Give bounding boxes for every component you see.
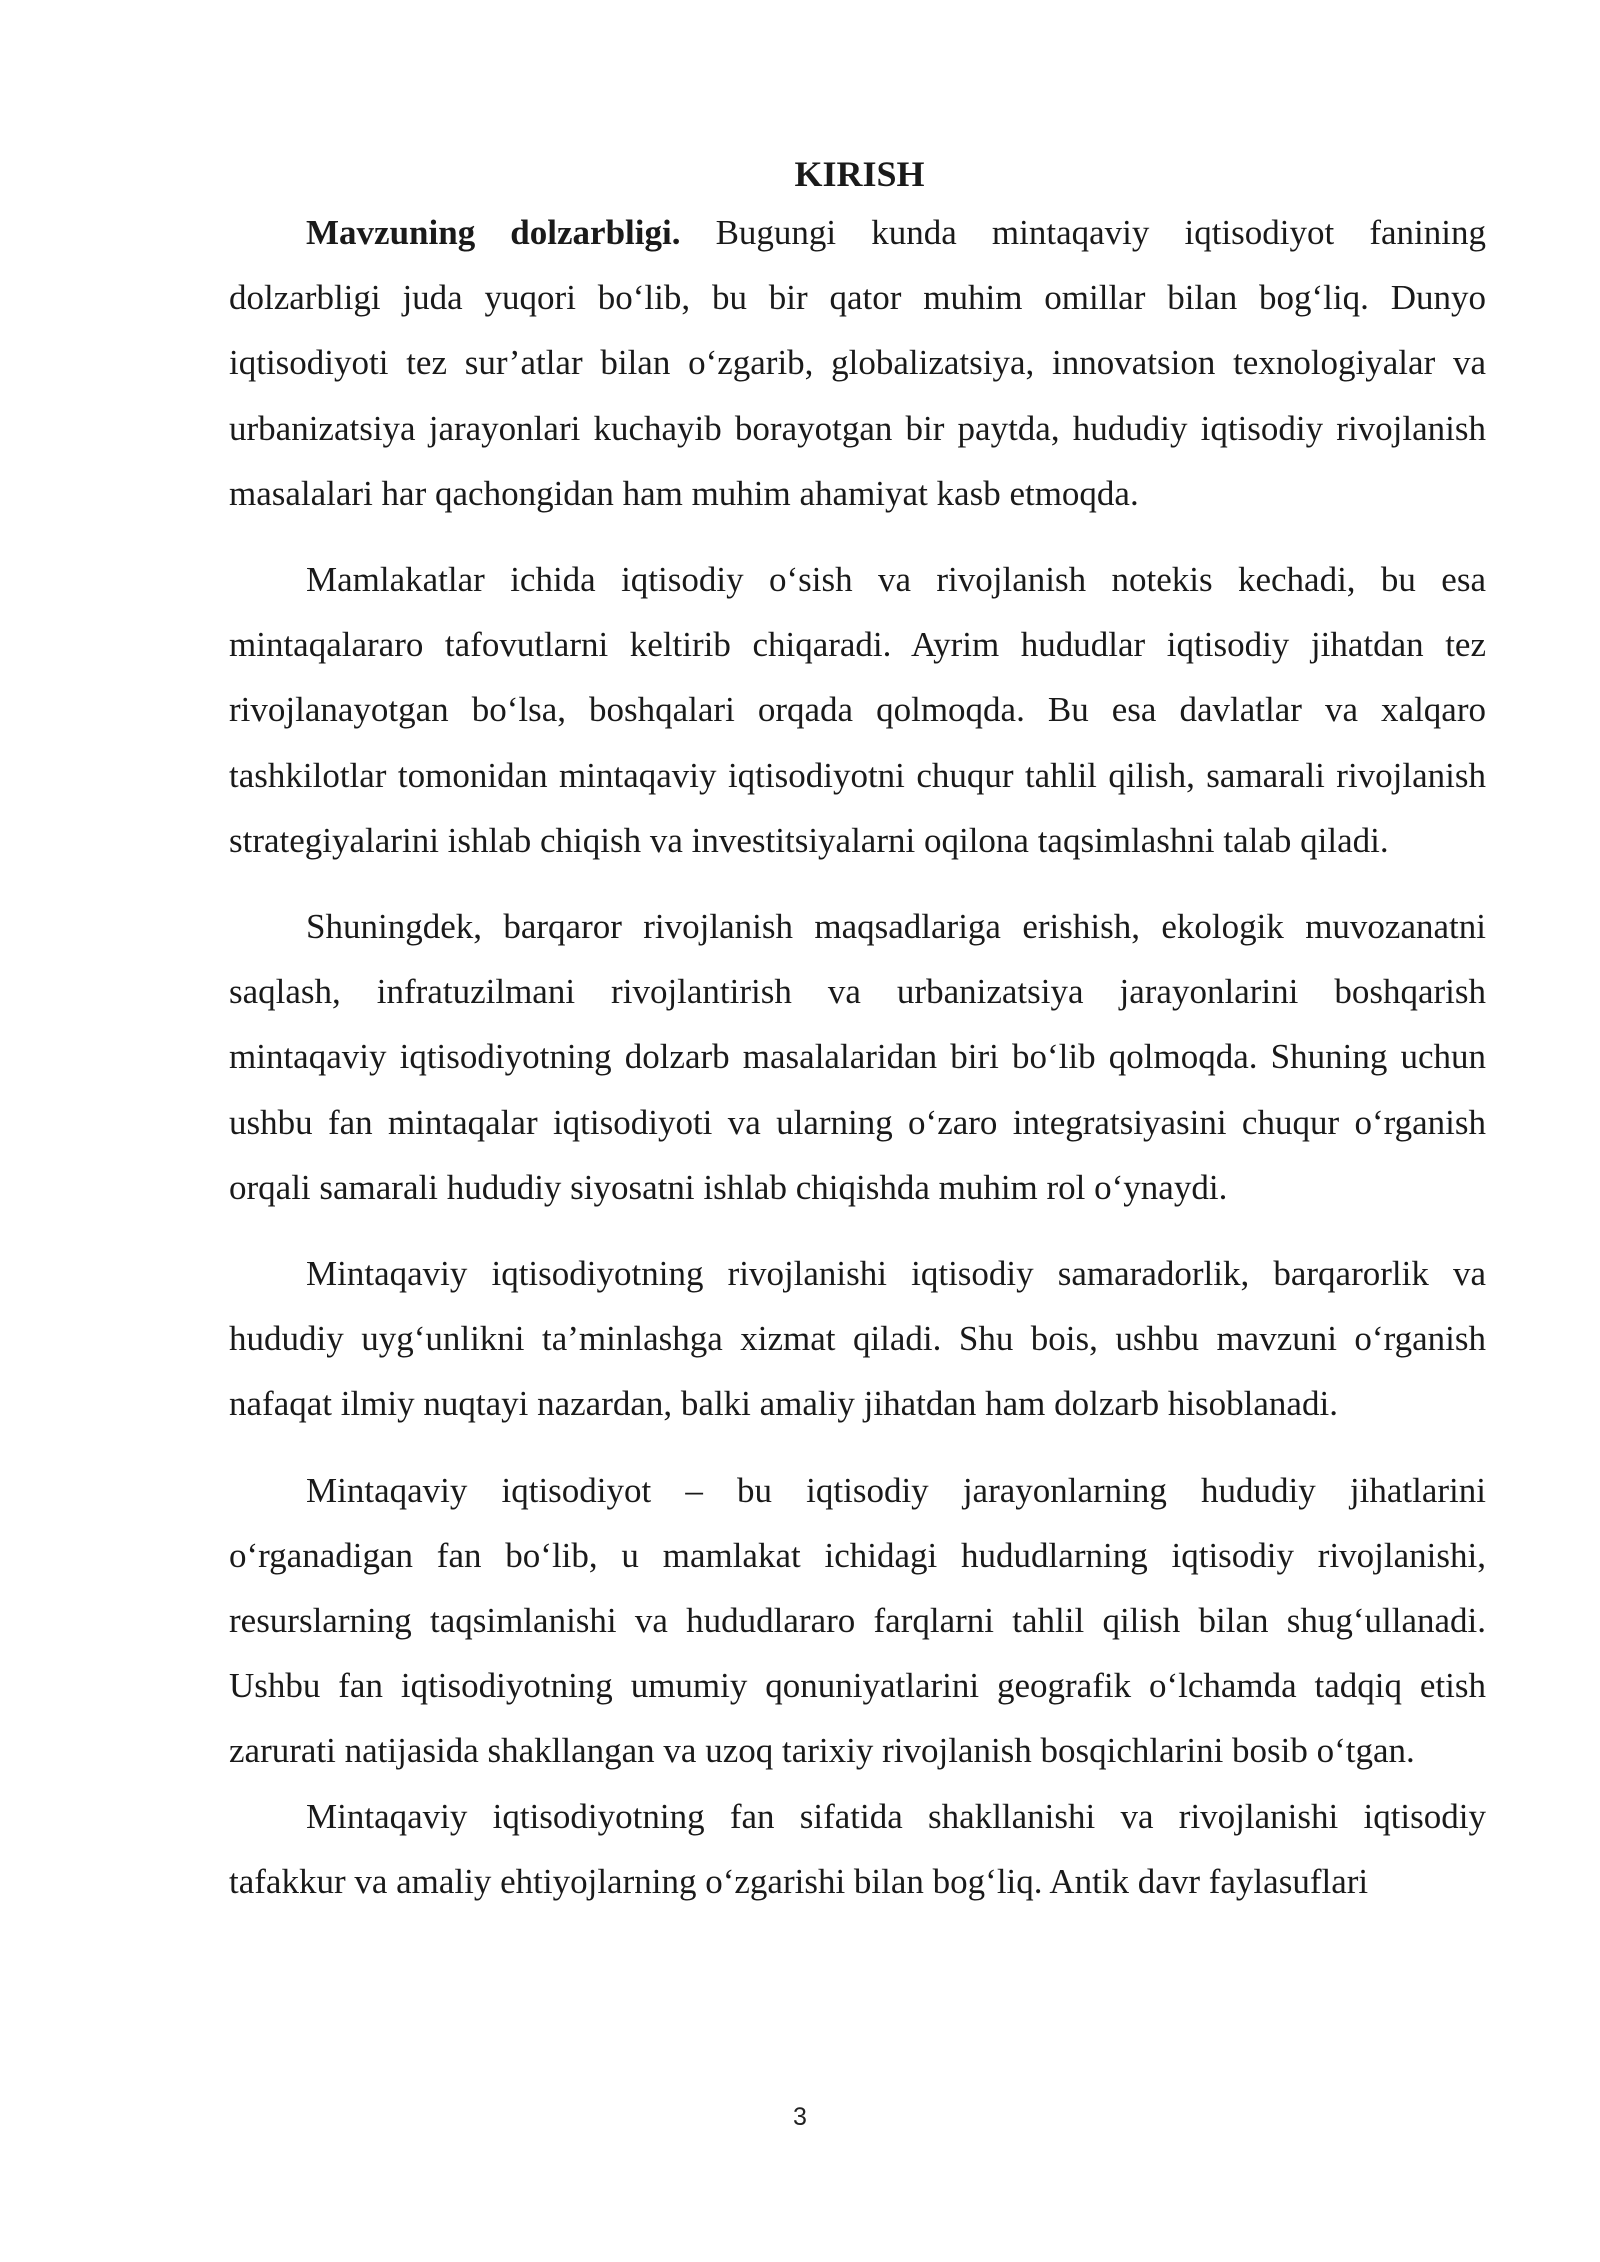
paragraph-1: Mamlakatlar ichida iqtisodiy o‘sish va rivojlanish notekis kechadi, bu esa mintaqalararo tafovutlarni keltirib chiqaradi. Ayrim hududlar iqtisodiy jihatdan tez rivojlanayotgan bo‘lsa, boshqalari orqada qolmoqda. Bu esa davlatlar va xalqaro tashkilotlar tomonidan mintaqaviy iqtisodiyotni chuqur tahlil qilish, samarali rivojlanish strategiyalarini ishlab chiqish va investitsiyalarni oqilona taqsimlashni talab qiladi.: [229, 560, 1486, 860]
intro-paragraph: [229, 200, 1486, 526]
paragraph-2: Shuningdek, barqaror rivojlanish maqsadlariga erishish, ekologik muvozanatni saqlash, infratuzilmani rivojlantirish va urbanizatsiya jarayonlarini boshqarish mintaqaviy iqtisodiyotning dolzarb masalalaridan biri bo‘lib qolmoqda. Shuning uchun ushbu fan mintaqalar iqtisodiyoti va ularning o‘zaro integratsiyasini chuqur o‘rganish orqali samarali hududiy siyosatni ishlab chiqishda muhim rol o‘ynaydi.: [229, 907, 1486, 1207]
intro-text: Bugungi kunda mintaqaviy iqtisodiyot fanining dolzarbligi juda yuqori bo‘lib, bu bir qator muhim omillar bilan bog‘liq. Dunyo iqtisodiyoti tez sur’atlar bilan o‘zgarib, globalizatsiya, innovatsion texnologiyalar va urbanizatsiya jarayonlari kuchayib borayotgan bir paytda, hududiy iqtisodiy rivojlanish masalalari har qachongidan ham muhim ahamiyat kasb etmoqda.: [229, 213, 1486, 513]
paragraph-5: Mintaqaviy iqtisodiyotning fan sifatida shakllanishi va rivojlanishi iqtisodiy tafakkur va amaliy ehtiyojlarning o‘zgarishi bilan bog‘liq. Antik davr faylasuflari: [229, 1796, 1486, 1901]
page-content: [229, 152, 1486, 1914]
paragraph-3: Mintaqaviy iqtisodiyotning rivojlanishi iqtisodiy samaradorlik, barqarorlik va hududiy uyg‘unlikni ta’minlashga xizmat qiladi. Shu bois, ushbu mavzuni o‘rganish nafaqat ilmiy nuqtayi nazardan, balki amaliy jihatdan ham dolzarb hisoblanadi.: [229, 1254, 1486, 1424]
page-number: 3: [793, 2103, 807, 2131]
paragraph-4: Mintaqaviy iqtisodiyot – bu iqtisodiy jarayonlarning hududiy jihatlarini o‘rganadigan fan bo‘lib, u mamlakat ichidagi hududlarning iqtisodiy rivojlanishi, resurslarning taqsimlanishi va hududlararo farqlarni tahlil qilish bilan shug‘ullanadi. Ushbu fan iqtisodiyotning umumiy qonuniyatlarini geografik o‘lchamda tadqiq etish zarurati natijasida shakllangan va uzoq tarixiy rivojlanish bosqichlarini bosib o‘tgan.: [229, 1470, 1486, 1771]
intro-lead: Mavzuning dolzarbligi.: [306, 213, 681, 252]
section-heading: KIRISH: [794, 154, 925, 194]
